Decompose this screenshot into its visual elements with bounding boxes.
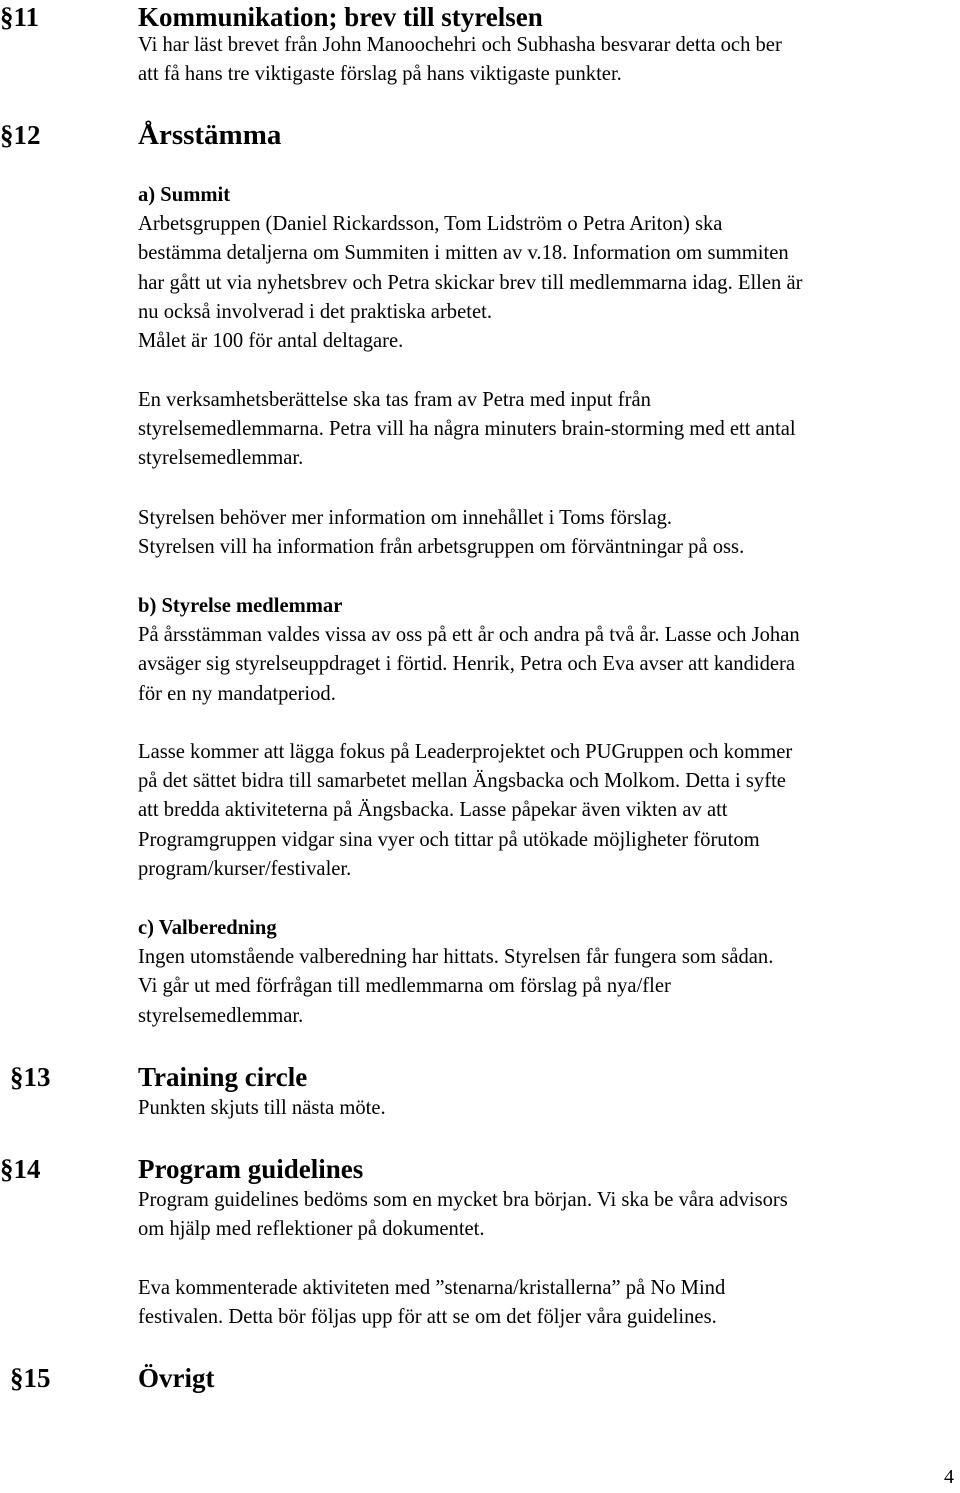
section-number: §11 — [0, 2, 40, 32]
text-line: styrelsemedlemmarna. Petra vill ha några minuters brain-storming med ett antal — [138, 418, 796, 441]
section-13-paragraph — [138, 1094, 956, 1123]
section-number: §12 — [0, 120, 41, 150]
text-line: Lasse kommer att lägga fokus på Leaderprojektet och PUGruppen och kommer — [138, 741, 793, 763]
text-line: Ingen utomstående valberedning har hittats. Styrelsen får fungera som sådan. — [138, 946, 774, 969]
section-title: Övrigt — [138, 1363, 215, 1393]
section-11-paragraph — [138, 31, 956, 89]
text-line: Vi har läst brevet från John Manoochehri och Subhasha besvarar detta och ber — [138, 34, 782, 56]
text-line: Arbetsgruppen (Daniel Rickardsson, Tom Lidström o Petra Ariton) ska — [138, 213, 723, 236]
text-line: styrelsemedlemmar. — [138, 1004, 304, 1027]
page-number: 4 — [944, 1466, 954, 1488]
text-line: bestämma detaljerna om Summiten i mitten av v.18. Information om summiten — [138, 242, 789, 265]
text-line: om hjälp med reflektioner på dokumentet. — [138, 1218, 485, 1241]
text-line: festivalen. Detta bör följas upp för att se om det följer våra guidelines. — [138, 1306, 717, 1329]
section-title: Årsstämma — [138, 119, 282, 151]
subsection-b — [138, 592, 956, 709]
subsection-heading: a) Summit — [138, 184, 231, 206]
text-line: program/kurser/festivaler. — [138, 857, 352, 880]
subsection-heading: b) Styrelse medlemmar — [138, 595, 343, 617]
subsection-heading: c) Valberedning — [138, 917, 277, 939]
section-14-paragraph-2 — [138, 1274, 956, 1332]
subsection-a-paragraph-2 — [138, 386, 956, 474]
text-line: Program guidelines bedöms som en mycket bra början. Vi ska be våra advisors — [138, 1189, 788, 1211]
section-title: Kommunikation; brev till styrelsen — [138, 2, 543, 32]
text-line: Eva kommenterade aktiviteten med ”stenarna/kristallerna” på No Mind — [138, 1277, 726, 1299]
text-line: En verksamhetsberättelse ska tas fram av Petra med input från — [138, 389, 651, 411]
text-line: nu också involverad i det praktiska arbetet. — [138, 300, 492, 323]
subsection-b-paragraph-2 — [138, 738, 956, 884]
text-line: Punkten skjuts till nästa möte. — [138, 1097, 386, 1119]
section-14-paragraph-1 — [138, 1186, 956, 1244]
text-line: för en ny mandatperiod. — [138, 682, 336, 705]
text-line: Styrelsen vill ha information från arbetsgruppen om förväntningar på oss. — [138, 536, 745, 559]
text-line: att bredda aktiviteterna på Ängsbacka. Lasse påpekar även vikten av att — [138, 799, 728, 822]
text-line: på det sättet bidra till samarbetet mellan Ängsbacka och Molkom. Detta i syfte — [138, 770, 786, 793]
text-line: styrelsemedlemmar. — [138, 447, 304, 470]
section-title: Training circle — [138, 1062, 308, 1092]
section-number: §14 — [0, 1154, 41, 1184]
subsection-c — [138, 914, 956, 1031]
subsection-a — [138, 181, 956, 356]
section-title: Program guidelines — [138, 1154, 364, 1184]
text-line: Vi går ut med förfrågan till medlemmarna om förslag på nya/fler — [138, 975, 671, 998]
text-line: har gått ut via nyhetsbrev och Petra skickar brev till medlemmarna idag. Ellen är — [138, 271, 803, 294]
section-number: §15 — [10, 1363, 51, 1393]
text-line: avsäger sig styrelseuppdraget i förtid. Henrik, Petra och Eva avser att kandidera — [138, 653, 796, 676]
text-line: Programgruppen vidgar sina vyer och tittar på utökade möjligheter förutom — [138, 828, 760, 851]
text-line: att få hans tre viktigaste förslag på hans viktigaste punkter. — [138, 63, 622, 86]
text-line: Styrelsen behöver mer information om innehållet i Toms förslag. — [138, 507, 673, 529]
text-line: På årsstämman valdes vissa av oss på ett år och andra på två år. Lasse och Johan — [138, 624, 800, 647]
subsection-a-paragraph-3 — [138, 504, 956, 562]
text-line: Målet är 100 för antal deltagare. — [138, 329, 404, 352]
section-number: §13 — [10, 1062, 51, 1092]
